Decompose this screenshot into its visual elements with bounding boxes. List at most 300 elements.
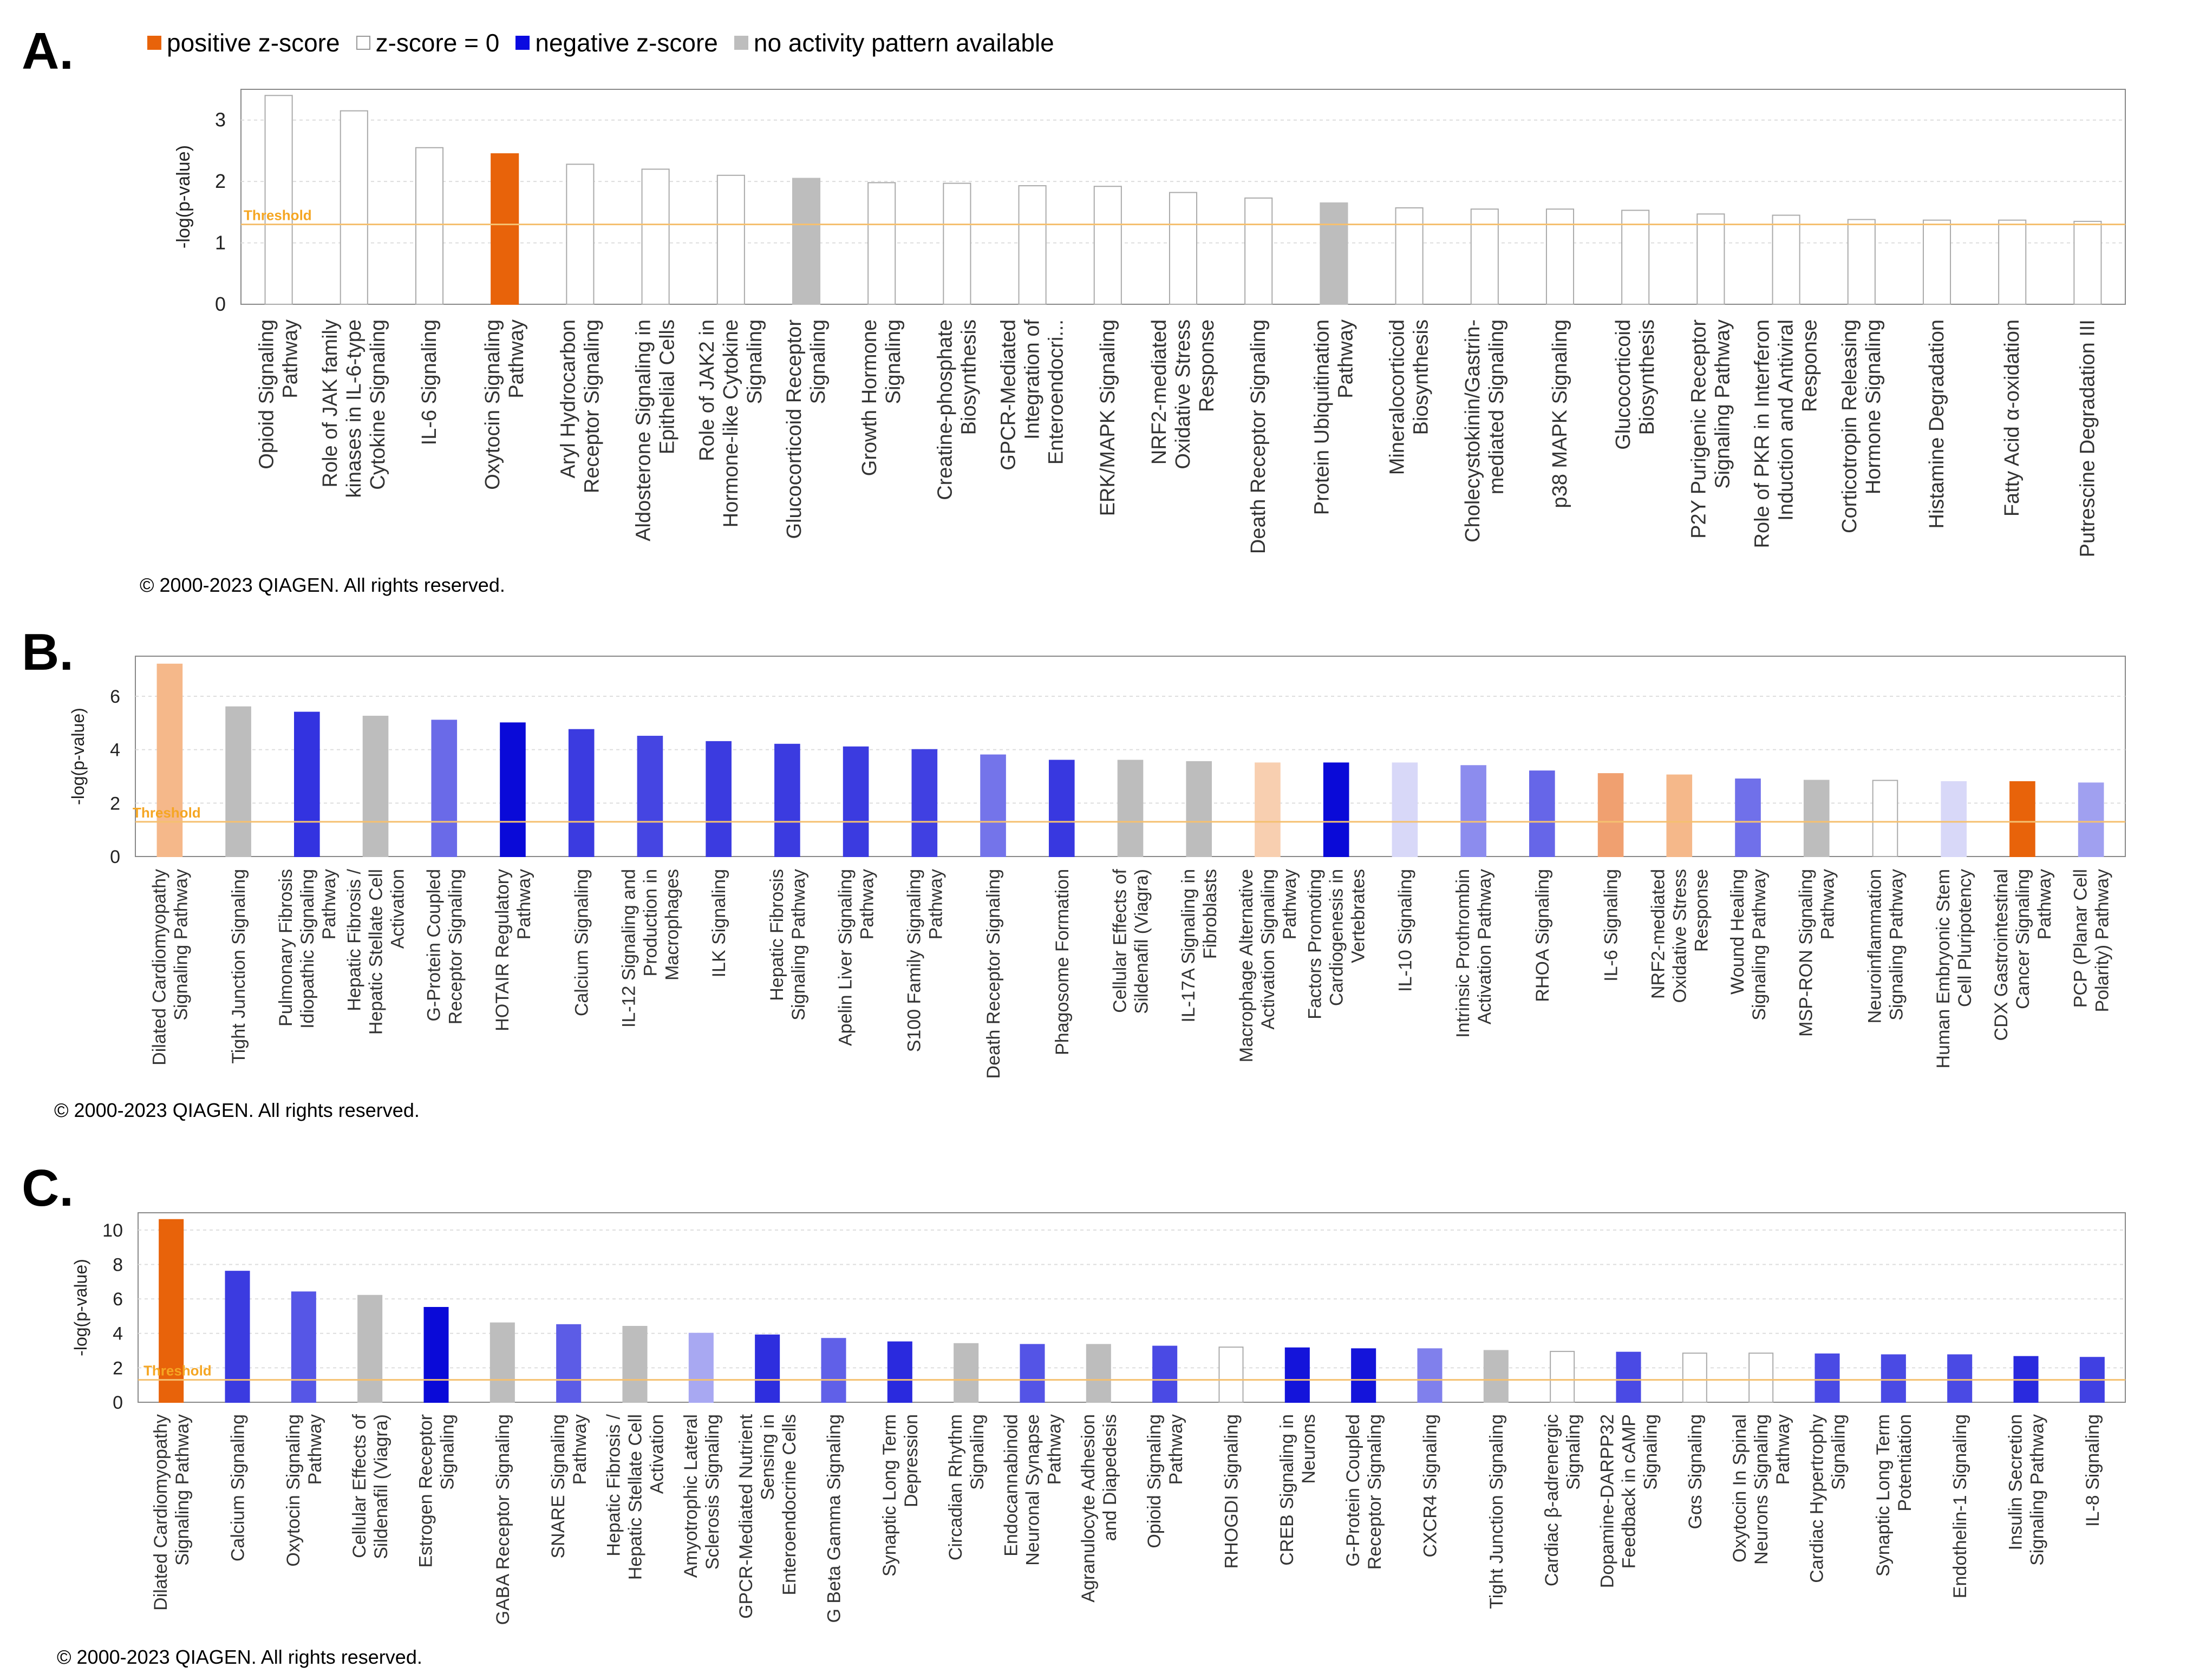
x-tick-label: Human Embryonic Stem [1933,869,1954,1069]
x-tick-label-group [767,869,809,1021]
bar [1094,186,1121,304]
bar [292,1292,316,1402]
x-tick-label: Intrinsic Prothrombin [1453,869,1474,1038]
x-tick-label-group [604,1414,668,1580]
x-tick-label: CREB Signaling in [1276,1414,1297,1566]
x-tick-label: Induction and Antiviral [1774,319,1798,521]
x-tick-label: Signaling Pathway [1711,319,1734,489]
x-tick-label: Hormone Signaling [1862,319,1885,495]
x-tick-label: Activation Pathway [1474,869,1496,1025]
x-tick-label-group [1727,869,1770,1021]
x-tick-label-group [1796,869,1838,1037]
bar [1320,203,1347,304]
x-tick-label: Synaptic Long Term [1872,1414,1894,1577]
y-tick-label: 2 [214,170,226,193]
x-tick-label-group [276,869,340,1029]
x-tick-label: GPCR-Mediated Nutrient [736,1414,757,1619]
x-tick-label-group [1001,1414,1065,1566]
x-tick-label: Cardiac β-adrenergic [1542,1414,1563,1587]
bar [868,182,895,304]
bar [912,750,937,857]
x-tick-label: Signaling [1640,1414,1661,1490]
x-tick-label-group [1597,1414,1661,1588]
x-tick-label: Feedback in cAMP [1618,1414,1640,1569]
x-tick-label: p38 MAPK Signaling [1549,319,1571,508]
threshold-label: Threshold [143,1362,212,1379]
x-tick-label-group [344,868,408,1035]
x-tick-label: GPCR-Mediated [997,319,1020,470]
x-tick-label: G-Protein Coupled [1343,1414,1364,1567]
bar [1153,1346,1177,1402]
y-axis-label: -log(p-value) [68,708,88,805]
x-tick-label-group [858,319,905,476]
bar [638,736,663,857]
bar [1546,209,1574,304]
x-tick-label: Sensing in [758,1414,779,1500]
x-tick-label: Aryl Hydrocarbon [557,319,580,479]
bar [981,755,1006,857]
x-tick-label: Production in [640,869,661,977]
x-tick-label: Signaling Pathway [1886,869,1907,1021]
y-tick-label: 0 [113,1393,123,1413]
x-tick-label: Pathway [1279,869,1300,940]
bar [432,720,456,857]
x-tick-label: Pathway [318,869,340,940]
x-tick-label: Pathway [513,869,534,940]
x-tick-label: Pulmonary Fibrosis [275,869,296,1027]
panel-c-label: C. [22,1159,74,1217]
bar [775,744,800,857]
bar [1530,771,1555,857]
bar [1324,763,1349,857]
x-tick-label-group [416,1414,458,1568]
x-tick-label: Oxytocin Signaling [481,319,505,490]
x-tick-label: Opioid Signaling [1144,1414,1165,1548]
x-tick-label: Neurons Signaling [1751,1414,1772,1565]
bar [706,742,731,857]
bar [341,111,368,304]
x-tick-label: Signaling [1563,1414,1584,1490]
x-tick-label: Response [1691,869,1712,952]
bar [821,1338,845,1402]
x-tick-label: Phagosome Formation [1052,869,1073,1055]
x-tick-label-group [696,319,766,527]
x-tick-label-group [1277,1414,1319,1566]
y-tick-label: 6 [113,1289,123,1310]
x-tick-label-group [783,319,830,539]
x-tick-label-group [1601,869,1622,982]
x-tick-label: GABA Receptor Signaling [492,1414,513,1625]
x-tick-label-group [349,1414,391,1559]
y-tick-label: 3 [214,108,226,131]
x-tick-label: Pathway [505,319,528,398]
bar [1804,780,1829,857]
x-tick-label: Neurons [1298,1414,1319,1484]
legend-label-negative: negative z-score [535,29,718,57]
x-tick-label-group [492,869,534,1031]
bar [1882,1355,1905,1403]
x-tick-label: Response [1798,319,1822,413]
x-tick-label: Pathway [570,1414,591,1485]
threshold-label: Threshold [133,804,201,821]
x-tick-label: CDX Gastrointestinal [1990,869,2012,1041]
copyright-a: © 2000-2023 QIAGEN. All rights reserved. [140,574,505,596]
x-tick-label-group [256,319,302,469]
bar [1550,1351,1574,1402]
x-tick-label-group [1950,1414,1970,1598]
x-tick-label: Gαs Signaling [1685,1414,1706,1529]
x-tick-label: Signaling [1828,1414,1849,1490]
x-tick-label: Synaptic Long Term [879,1414,900,1577]
x-tick-label-group [151,1414,193,1611]
x-tick-label: Pathway [1334,319,1357,398]
bar [491,154,518,304]
x-tick-label: Pathway [1166,1414,1187,1485]
x-tick-label: Tight Junction Signaling [1486,1414,1507,1609]
x-tick-label-group [423,869,466,1024]
copyright-c: © 2000-2023 QIAGEN. All rights reserved. [57,1646,422,1668]
x-tick-label-group [2076,319,2099,557]
x-tick-label: Receptor Signaling [1365,1414,1386,1570]
x-tick-label: RHOGDI Signaling [1221,1414,1242,1569]
x-tick-label-group [228,1414,249,1561]
x-tick-label: Signaling [882,319,905,404]
x-tick-label: CXCR4 Signaling [1420,1414,1441,1558]
bar [1118,760,1143,857]
legend-label-no-pattern: no activity pattern available [753,29,1054,57]
x-tick-label-group [1687,319,1734,539]
y-tick-label: 2 [110,793,120,814]
bar [2074,221,2101,304]
x-tick-label-group [1873,1414,1915,1577]
x-tick-label-group [1148,319,1218,469]
x-tick-label-group [1685,1414,1706,1529]
x-tick-label: ILK Signaling [709,869,730,978]
x-tick-label: Oxytocin In Spinal [1729,1414,1751,1563]
bar [1873,780,1898,857]
x-tick-label-group [2006,1414,2048,1566]
x-tick-label: Creatine-phosphate [934,319,957,500]
bar [1598,774,1623,857]
x-tick-label: Apelin Liver Signaling [835,869,856,1046]
x-tick-label-group [1933,869,1975,1068]
x-tick-label-group [736,1414,800,1618]
x-tick-label: IL-12 Signaling and [618,869,639,1028]
y-tick-label: 4 [110,740,120,761]
x-tick-label-group [1305,869,1369,1019]
x-tick-label-group [681,1414,723,1578]
bar [1245,198,1272,304]
bar [1471,209,1498,304]
bar [1019,186,1046,304]
x-tick-label-group [572,869,592,1016]
x-tick-label: Pathway [1817,869,1838,940]
x-tick-label: G-Protein Coupled [423,869,445,1022]
legend-label-zero: z-score = 0 [375,29,500,57]
x-tick-label: Signaling [967,1414,988,1490]
x-tick-label: Neuroinflammation [1864,869,1885,1024]
x-tick-label: Oxidative Stress [1669,869,1691,1003]
x-tick-label: IL-6 Signaling [418,319,441,446]
x-tick-label-group [945,1414,988,1560]
x-tick-label: Putrescine Degradation III [2076,319,2099,558]
x-tick-label: Receptor Signaling [445,869,466,1025]
x-tick-label-group [1395,869,1415,992]
x-tick-label: Dopamine-DARPP32 [1597,1414,1618,1589]
x-tick-label: Pathway [857,869,878,940]
x-tick-label: Cardiogenesis in [1326,869,1347,1006]
bar [1186,762,1211,857]
x-tick-label: Oxidative Stress [1172,319,1195,469]
x-tick-label: Receptor Signaling [580,319,604,494]
x-tick-label-group [1178,869,1220,1023]
x-tick-label-group [1461,319,1508,542]
x-tick-label: Corticotropin Releasing [1838,319,1861,533]
x-tick-label: Cancer Signaling [2012,869,2033,1009]
x-tick-label: Hepatic Fibrosis [766,869,787,1001]
x-tick-label: Glucocorticoid Receptor [783,319,806,539]
x-tick-label-group [149,869,191,1065]
x-tick-label: Pathway [2034,869,2055,940]
x-tick-label-group [1486,1414,1507,1609]
x-tick-label: Role of JAK2 in [695,319,719,461]
x-tick-label: Dilated Cardiomyopathy [151,1414,172,1611]
y-tick-label: 6 [110,687,120,707]
x-tick-label-group [418,319,441,445]
bar [225,1271,249,1402]
x-tick-label: Hormone-like Cytokine [719,319,742,528]
bar [1393,763,1418,857]
panel-b-label: B. [22,623,74,681]
x-tick-label: Neuronal Synapse [1022,1414,1043,1566]
x-tick-label-group [1236,869,1300,1062]
x-tick-label-group [879,1414,922,1577]
x-tick-label: S100 Family Signaling [904,869,925,1053]
x-tick-label: Role of JAK family [318,319,342,488]
x-tick-label: Fibroblasts [1200,869,1221,959]
x-tick-label-group [934,319,980,500]
bar [2079,783,2104,857]
x-tick-label-group [548,1414,590,1558]
x-tick-label: Macrophage Alternative [1236,869,1257,1063]
threshold-label: Threshold [244,207,312,224]
bar [954,1344,978,1402]
bar [1170,193,1197,304]
x-tick-label: Death Receptor Signaling [1247,319,1270,554]
x-tick-label-group [2083,1414,2103,1527]
bar [943,184,970,304]
x-tick-label: IL-6 Signaling [1601,869,1622,982]
bar [888,1342,912,1402]
x-tick-label-group [618,869,682,1028]
x-tick-label-group [229,869,249,1064]
x-tick-label-group [493,1414,513,1625]
x-tick-label: RHOA Signaling [1532,869,1553,1002]
x-tick-label: Role of PKR in Interferon [1751,319,1774,548]
x-tick-label-group [1096,319,1119,516]
x-tick-label: Depression [900,1414,922,1507]
x-tick-label-group [481,319,528,490]
x-tick-label: Sildenafil (Viagra) [371,1414,392,1559]
bar [569,730,594,857]
bar [1749,1353,1773,1402]
x-tick-label: Oxytocin Signaling [283,1414,304,1567]
x-tick-label: Endothelin-1 Signaling [1950,1414,1971,1599]
x-tick-label-group [1612,319,1659,450]
y-tick-label: 2 [113,1358,123,1379]
bar [1667,775,1692,857]
x-tick-label: Integration of [1021,319,1044,440]
x-tick-label: G Beta Gamma Signaling [824,1414,845,1623]
x-tick-label: Activation [387,869,408,949]
x-tick-label: MSP-RON Signaling [1796,869,1817,1037]
x-tick-label-group [1222,1414,1242,1568]
x-tick-label: Estrogen Receptor [415,1414,436,1568]
x-tick-label: Endocannabinoid [1001,1414,1022,1557]
x-tick-label: Signaling Pathway [1749,869,1770,1021]
x-tick-label: Calcium Signaling [571,869,592,1017]
x-tick-label: SNARE Signaling [548,1414,569,1559]
x-tick-label: HOTAIR Regulatory [492,869,513,1031]
x-tick-label: Signaling Pathway [788,869,809,1021]
x-tick-label: Sclerosis Signaling [702,1414,723,1570]
x-tick-label: Epithelial Cells [656,319,679,455]
x-tick-label: Biosynthesis [957,319,981,435]
x-tick-label-group [1453,869,1495,1038]
x-tick-label-group [997,319,1068,470]
x-tick-label-group [1729,1414,1793,1565]
x-tick-label-group [1751,319,1822,548]
bar [265,95,292,304]
x-tick-label: P2Y Purigenic Receptor [1687,319,1711,539]
bar [295,712,319,857]
x-tick-label: Protein Ubiquitination [1310,319,1334,515]
x-tick-label-group [709,869,729,977]
x-tick-label: Biosynthesis [1409,319,1433,435]
x-tick-label-group [319,319,389,498]
bar [623,1326,647,1402]
x-tick-label-group [1648,869,1712,1003]
bar [1020,1344,1044,1402]
bar [793,178,820,304]
x-tick-label: NRF2-mediated [1148,319,1171,465]
x-tick-label: NRF2-mediated [1648,869,1669,999]
x-tick-label: Biosynthesis [1636,319,1659,435]
bar [1049,760,1074,857]
bar [566,164,593,304]
x-tick-label: Hepatic Fibrosis / [344,869,365,1011]
bar [1923,220,1950,304]
x-tick-label: Hepatic Fibrosis / [603,1414,624,1557]
x-tick-label: Opioid Signaling [255,319,278,469]
bar [158,664,182,857]
x-tick-label-group [1310,319,1357,515]
x-tick-label: Cellular Effects of [1109,869,1131,1013]
x-tick-label: Growth Hormone [858,319,882,476]
bar [1461,766,1486,857]
x-tick-label: Response [1196,319,1218,413]
x-tick-label-group [1838,319,1885,533]
x-tick-label: Circadian Rhythm [945,1414,967,1561]
x-tick-label: mediated Signaling [1485,319,1508,495]
x-tick-label-group [632,319,679,541]
bar [717,175,745,304]
x-tick-label: Signaling Pathway [171,869,192,1021]
bar [755,1335,779,1402]
x-tick-label-group [1110,868,1152,1014]
x-tick-label: Potentiation [1894,1414,1915,1512]
bar [642,169,669,304]
x-tick-label-group [1343,1414,1385,1570]
x-tick-label: and Diapedesis [1099,1414,1120,1541]
x-tick-label: kinases in IL-6-type [342,319,366,498]
y-tick-label: 4 [113,1323,123,1344]
x-tick-label: Insulin Secretion [2005,1414,2026,1551]
x-tick-label: Cholecystokinin/Gastrin- [1461,319,1484,542]
x-tick-label: Cardiac Hypertrophy [1806,1414,1828,1583]
x-tick-label: Pathway [304,1414,325,1485]
x-tick-label-group [904,869,946,1052]
x-tick-label-group [1991,869,2055,1041]
x-tick-label: Vertebrates [1348,869,1369,963]
x-tick-label-group [1078,1414,1120,1603]
bar [1948,1355,1972,1403]
x-tick-label: Activation Signaling [1257,869,1278,1030]
x-tick-label: Fatty Acid α-oxidation [2001,319,2024,517]
bar [500,723,525,857]
x-tick-label-group [1386,319,1433,475]
legend-label-positive: positive z-score [167,29,340,57]
bar [844,747,869,857]
bar [557,1325,580,1402]
bar [491,1323,514,1402]
x-tick-label: Factors Promoting [1304,869,1326,1019]
bar [1683,1353,1707,1402]
bar [1773,215,1800,304]
panel-a-label: A. [22,22,74,80]
x-tick-label: Activation [647,1414,668,1494]
x-tick-label-group [1864,869,1907,1023]
x-tick-label-group [1926,319,1948,529]
y-tick-label: 0 [110,847,120,867]
y-axis-label: -log(p-value) [173,145,194,249]
bar [424,1308,448,1402]
x-tick-label: Death Receptor Signaling [983,869,1004,1079]
bar [1735,779,1760,857]
x-tick-label: IL-8 Signaling [2082,1414,2103,1527]
bar [226,707,251,857]
x-tick-label-group [557,319,603,493]
bar [1219,1347,1243,1402]
x-tick-label-group [824,1414,845,1623]
x-tick-label-group [1549,319,1571,508]
x-tick-label-group [2071,869,2113,1012]
copyright-b: © 2000-2023 QIAGEN. All rights reserved. [54,1099,420,1121]
x-tick-label: Glucocorticoid [1612,319,1635,450]
x-tick-label: Signaling [437,1414,458,1490]
x-tick-label: Signaling Pathway [2027,1414,2048,1566]
x-tick-label: IL-17A Signaling in [1178,869,1199,1023]
x-tick-label: Calcium Signaling [227,1414,249,1562]
x-tick-label: Agranulocyte Adhesion [1078,1414,1099,1603]
bar [1848,219,1875,304]
bar [1396,208,1423,304]
x-tick-label: Hepatic Stellate Cell [366,869,387,1035]
x-tick-label: Mineralocorticoid [1386,319,1409,475]
x-tick-label: Amyotrophic Lateral [680,1414,701,1578]
x-tick-label: IL-10 Signaling [1395,869,1416,992]
bar [1815,1354,1839,1402]
